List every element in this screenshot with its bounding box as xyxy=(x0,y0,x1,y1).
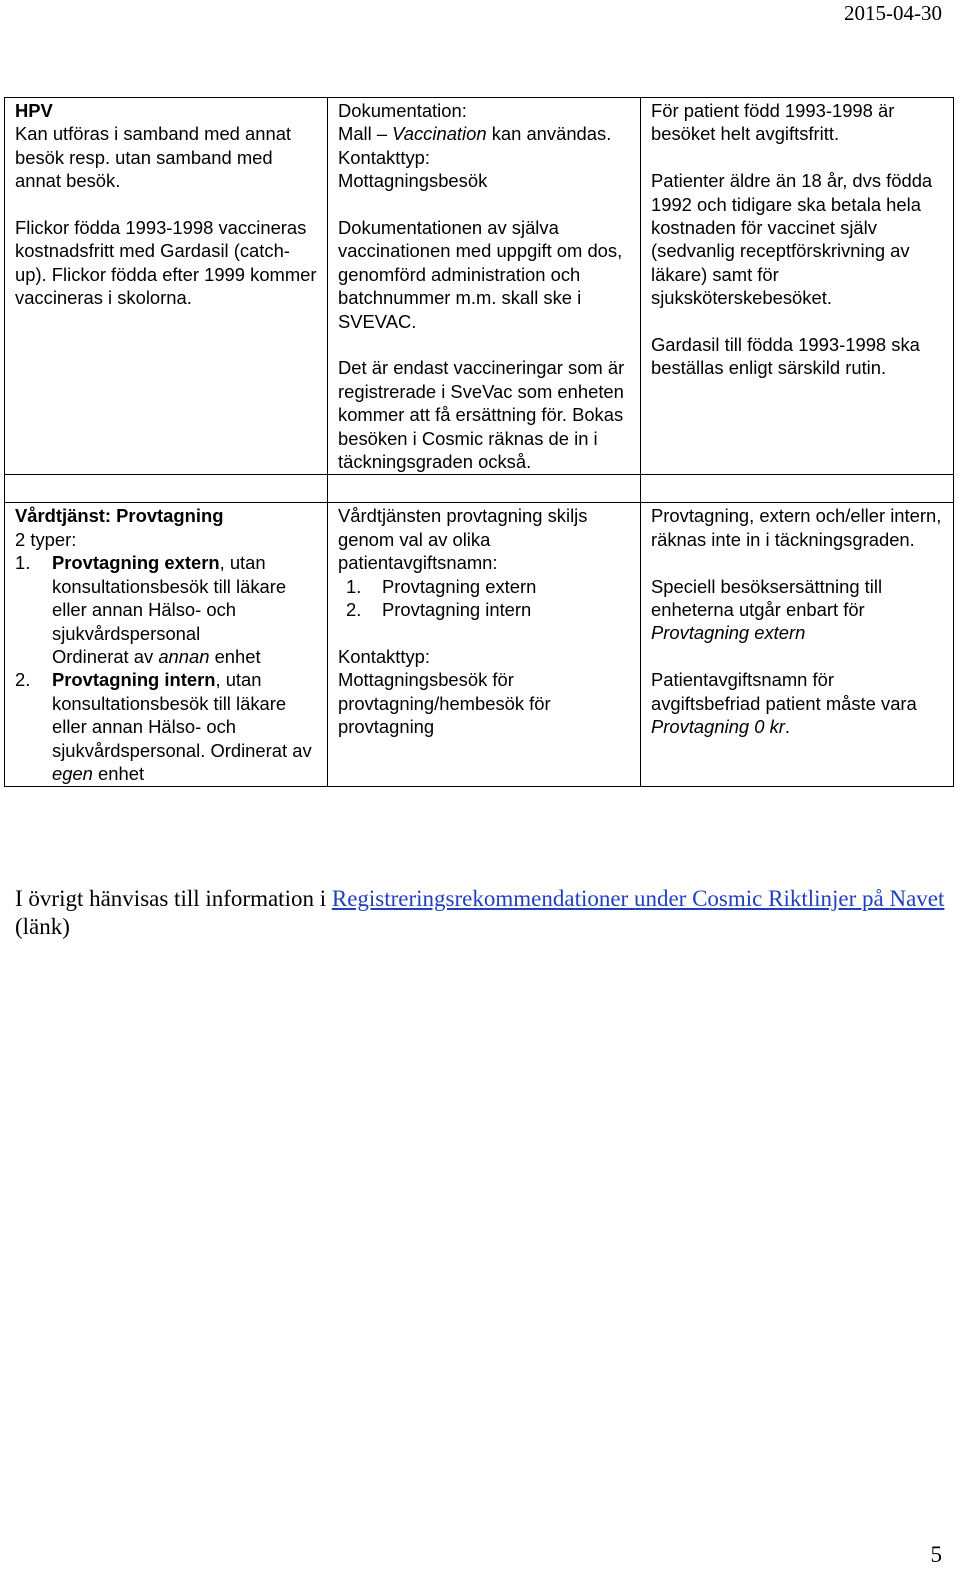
kontakttyp-value: Mottagningsbesök för provtagning/hembesök för provtagning xyxy=(338,669,551,738)
registration-recommendations-link[interactable]: Registreringsrekommendationer under Cosmic Riktlinjer på Navet xyxy=(331,886,945,911)
hpv-visit-text: Kan utföras i samband med annat besök resp. utan samband med annat besök. xyxy=(15,123,292,192)
table-row-provtagning xyxy=(5,503,954,787)
page-number: 5 xyxy=(930,1542,942,1567)
provtagning-description-cell xyxy=(5,503,328,787)
kontakttyp-value: Mottagningsbesök xyxy=(338,170,488,192)
older-patients-text: Patienter äldre än 18 år, dvs födda 1992 och tidigare ska betala hela kostnaden för vaccinet själv (sedvanlig receptförskrivning av läkare) samt för sjuksköterskebesöket. xyxy=(651,170,933,309)
hpv-documentation-cell xyxy=(328,98,641,475)
provtagning-types-list xyxy=(15,551,317,785)
gardasil-order-text: Gardasil till födda 1993-1998 ska beställas enligt särskild rutin. xyxy=(651,334,920,379)
fee-name-text: Patientavgiftsnamn för avgiftsbefriad patient måste vara xyxy=(651,669,917,714)
footer-text: I övrigt hänvisas till information i xyxy=(15,886,332,911)
free-visit-text: För patient född 1993-1998 är besöket helt avgiftsfritt. xyxy=(651,100,895,145)
provtagning-fees-cell: Provtagning, extern och/eller intern, räknas inte in i täckningsgraden. Speciell besöksersättning till enheterna utgår enbart för Provtagning extern Patientavgiftsnamn för avgiftsbefriad patient måste vara Provtagning 0 kr. xyxy=(641,503,954,787)
guideline-table xyxy=(4,97,954,787)
hpv-catchup-text: Flickor födda 1993-1998 vaccineras kostnadsfritt med Gardasil (catch-up). Flickor födda efter 1999 kommer vaccineras i skolorna. xyxy=(15,217,317,309)
list-item: 2. Provtagning intern, utan konsultationsbesök till läkare eller annan Hälso- och sjukvårdspersonal. Ordinerat av egen enhet xyxy=(15,669,312,784)
hpv-fees-cell xyxy=(641,98,954,475)
footer-link-hint: (länk) xyxy=(15,914,70,939)
svevac-documentation-text: Dokumentationen av själva vaccinationen med uppgift om dos, genomförd administration och batchnummer m.m. skall ske i SVEVAC. xyxy=(338,217,623,332)
patient-fee-names-list xyxy=(338,575,630,622)
compensation-text: Speciell besöksersättning till enheterna utgår enbart för xyxy=(651,575,883,621)
mall-suffix: kan användas. xyxy=(486,123,612,145)
provtagning-subtitle: 2 typer: xyxy=(15,528,77,550)
provtagning-title: Vårdtjänst: Provtagning xyxy=(15,505,224,527)
mall-name: Vaccination xyxy=(392,123,487,145)
mall-prefix: Mall – xyxy=(338,123,393,145)
hpv-description-cell xyxy=(5,98,328,475)
documentation-label: Dokumentation: xyxy=(338,100,467,121)
hpv-title: HPV xyxy=(15,100,53,121)
provtagning-intro: Vårdtjänsten provtagning skiljs genom val av olika patientavgiftsnamn: xyxy=(338,505,588,574)
header-date: 2015-04-30 xyxy=(844,1,942,25)
list-item: 1. Provtagning extern, utan konsultationsbesök till läkare eller annan Hälso- och sjukvårdspersonal Ordinerat av annan enhet xyxy=(15,552,287,667)
list-item: 1. Provtagning extern xyxy=(346,575,537,597)
kontakttyp-label: Kontakttyp: xyxy=(338,146,431,168)
table-spacer-row xyxy=(5,475,954,503)
provtagning-documentation-cell xyxy=(328,503,641,787)
fee-name-value: Provtagning 0 kr xyxy=(651,716,785,738)
compensation-type: Provtagning extern xyxy=(651,622,806,644)
kontakttyp-label: Kontakttyp: xyxy=(338,645,431,667)
table-row-hpv xyxy=(5,98,954,475)
list-item: 2. Provtagning intern xyxy=(346,599,532,621)
coverage-text: Provtagning, extern och/eller intern, räknas inte in i täckningsgraden. xyxy=(651,505,942,550)
reimbursement-text: Det är endast vaccineringar som är registrerade i SveVac som enheten kommer att få ersättning för. Bokas besöken i Cosmic räknas de in i täckningsgraden också. xyxy=(338,357,625,473)
footer-reference xyxy=(15,885,950,941)
